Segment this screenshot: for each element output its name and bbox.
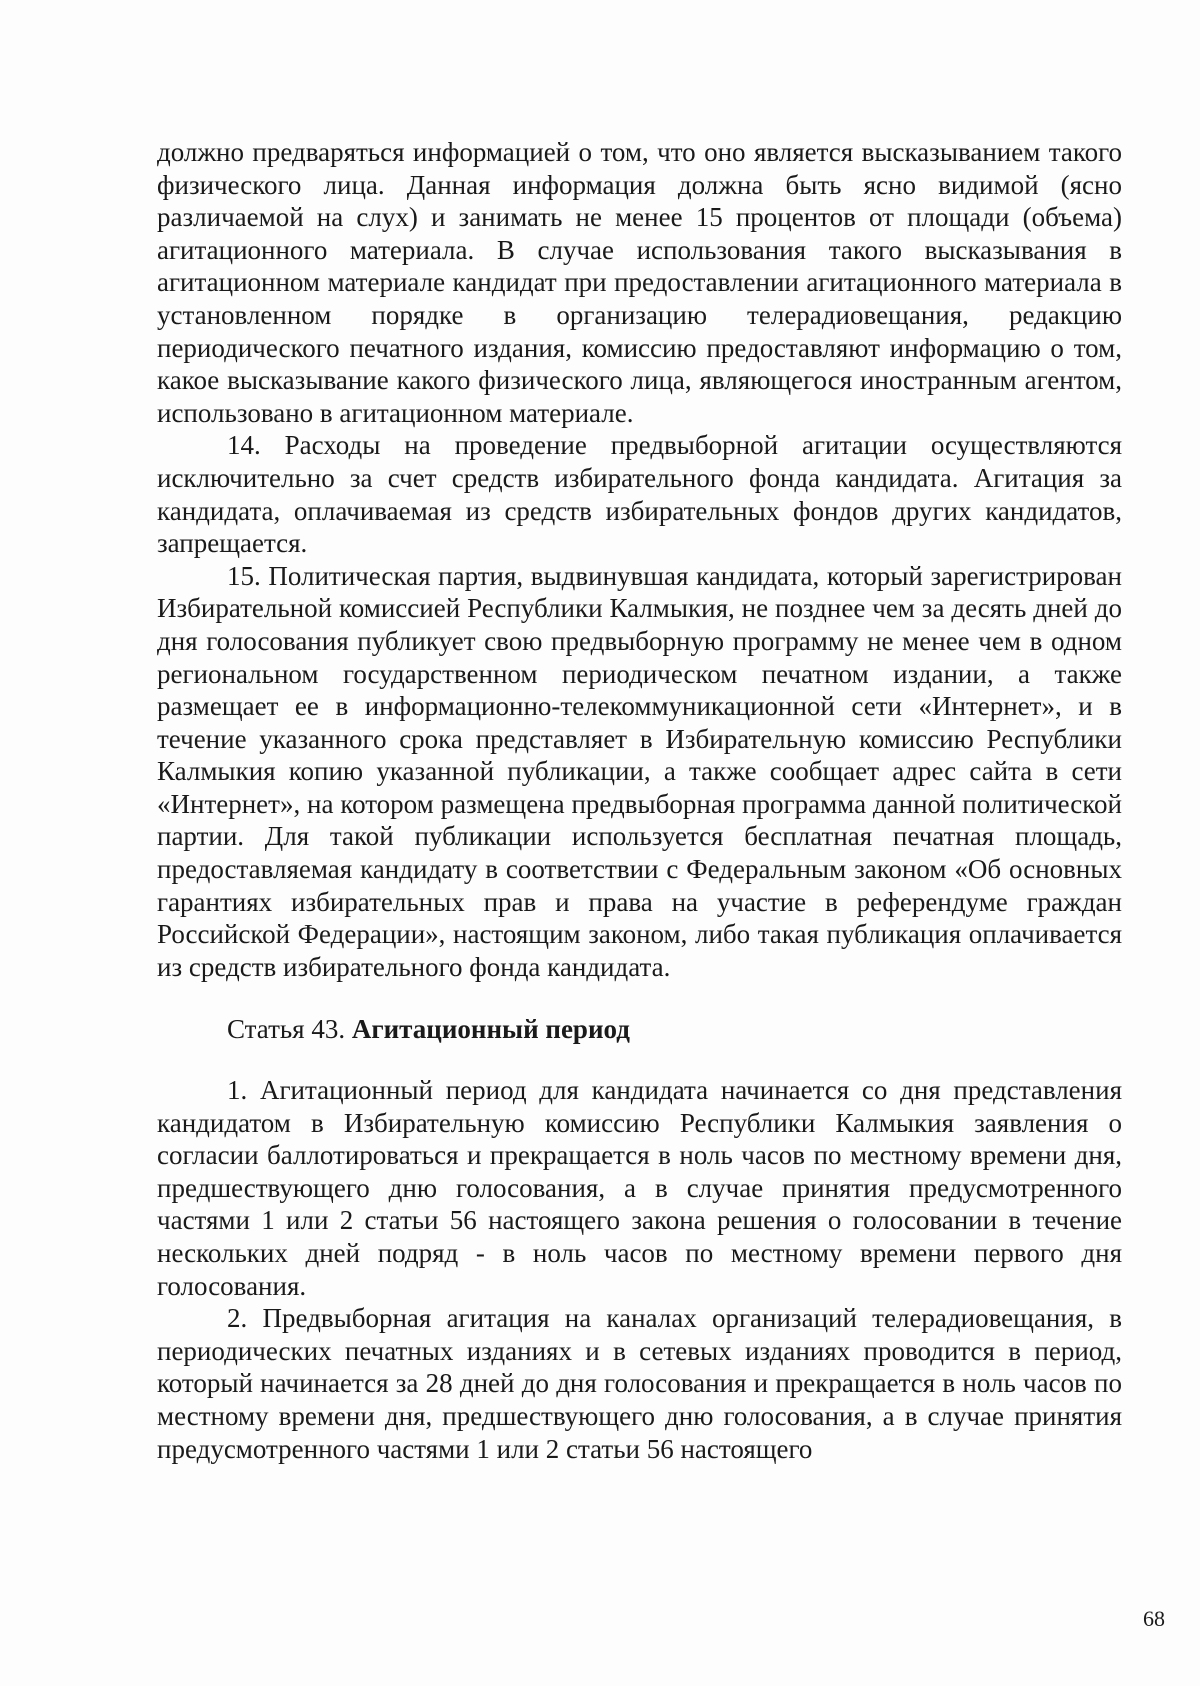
paragraph-article-43-item-1: 1. Агитационный период для кандидата начинается со дня представления кандидатом в Избирательную комиссию Республики Калмыкия заявления о согласии баллотироваться и прекращается в ноль часов по местному времени дня, предшествующего дню голосования, а в случае принятия предусмотренного частями 1 или 2 статьи 56 настоящего закона решения о голосовании в течение нескольких дней подряд - в ноль часов по местному времени первого дня голосования. bbox=[157, 1075, 1122, 1301]
article-number: Статья 43. bbox=[227, 1014, 352, 1045]
article-heading bbox=[157, 1013, 1122, 1046]
article-title: Агитационный период bbox=[351, 1014, 630, 1045]
document-body bbox=[157, 136, 1122, 1465]
paragraph-item-14: 14. Расходы на проведение предвыборной агитации осуществляются исключительно за счет средств избирательного фонда кандидата. Агитация за кандидата, оплачиваемая из средств избирательных фондов других кандидатов, запрещается. bbox=[157, 430, 1122, 559]
paragraph-item-15: 15. Политическая партия, выдвинувшая кандидата, который зарегистрирован Избирательной комиссией Республики Калмыкия, не позднее чем за десять дней до дня голосования публикует свою предвыборную программу не менее чем в одном региональном государственном периодическом печатном издании, а также размещает ее в информационно-телекоммуникационной сети «Интернет», и в течение указанного срока представляет в Избирательную комиссию Республики Калмыкия копию указанной публикации, а также сообщает адрес сайта в сети «Интернет», на котором размещена предвыборная программа данной политической партии. Для такой публикации используется бесплатная печатная площадь, предоставляемая кандидату в соответствии с Федеральным законом «Об основных гарантиях избирательных прав и права на участие в референдуме граждан Российской Федерации», настоящим законом, либо такая публикация оплачивается из средств избирательного фонда кандидата. bbox=[157, 560, 1122, 982]
paragraph-continuation: должно предваряться информацией о том, что оно является высказыванием такого физического лица. Данная информация должна быть ясно видимой (ясно различаемой на слух) и занимать не менее 15 процентов от площади (объема) агитационного материала. В случае использования такого высказывания в агитационном материале кандидат при предоставлении агитационного материала в установленном порядке в организацию телерадиовещания, редакцию периодического печатного издания, комиссию предоставляют информацию о том, какое высказывание какого физического лица, являющегося иностранным агентом, использовано в агитационном материале. bbox=[157, 137, 1122, 428]
paragraph-article-43-item-2: 2. Предвыборная агитация на каналах организаций телерадиовещания, в периодических печатных изданиях и в сетевых изданиях проводится в период, который начинается за 28 дней до дня голосования и прекращается в ноль часов по местному времени дня, предшествующего дню голосования, а в случае принятия предусмотренного частями 1 или 2 статьи 56 настоящего bbox=[157, 1303, 1122, 1464]
page-number: 68 bbox=[1143, 1606, 1165, 1631]
